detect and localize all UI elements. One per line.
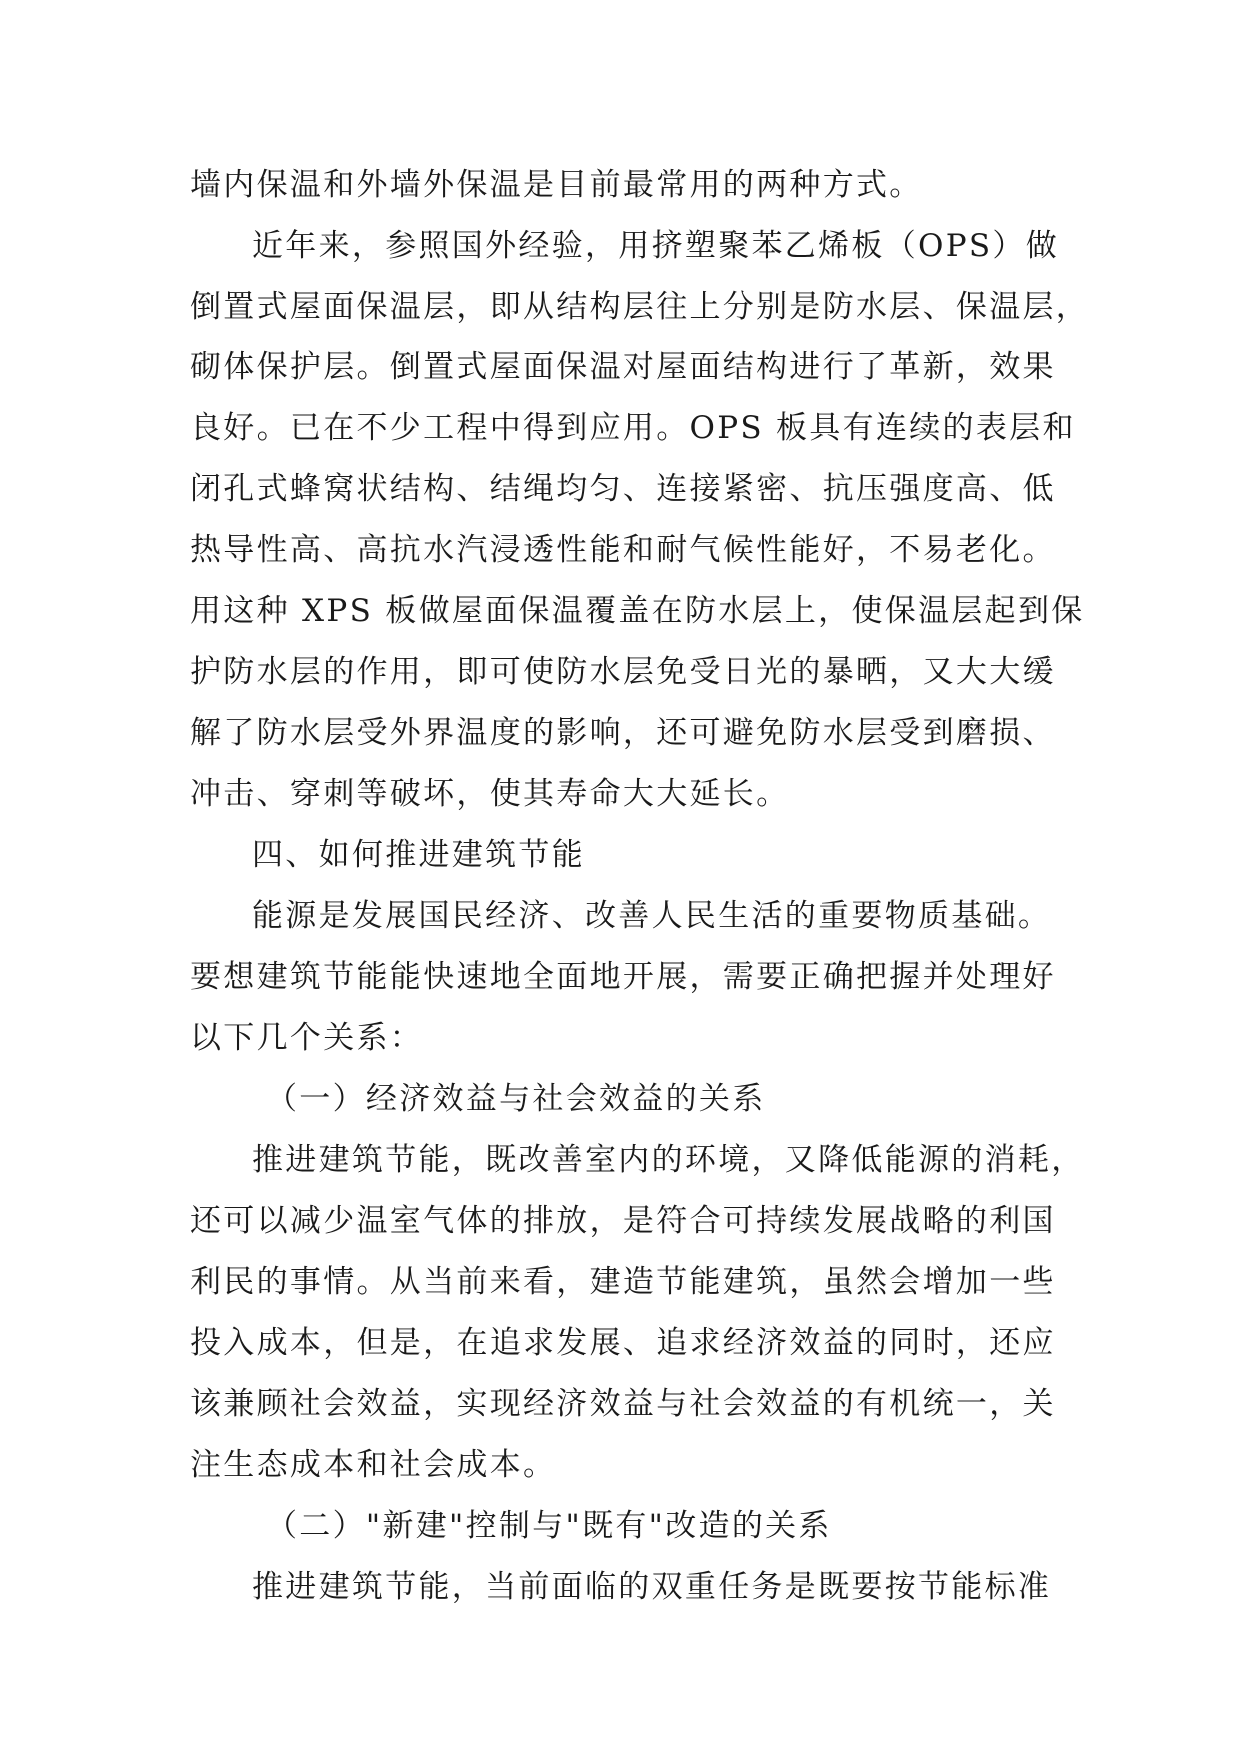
body-text-line: 砌体保护层。倒置式屋面保温对屋面结构进行了革新，效果 [190, 349, 1056, 385]
body-text-line: 还可以减少温室气体的排放，是符合可持续发展战略的利国 [190, 1203, 1056, 1239]
body-text-line: 护防水层的作用，即可使防水层免受日光的暴晒，又大大缓 [190, 654, 1056, 690]
body-text-line: 注生态成本和社会成本。 [190, 1447, 557, 1483]
body-text-line: 解了防水层受外界温度的影响，还可避免防水层受到磨损、 [190, 715, 1056, 751]
body-text-line: 要想建筑节能能快速地全面地开展，需要正确把握并处理好 [190, 959, 1056, 995]
body-text-line: 投入成本，但是，在追求发展、追求经济效益的同时，还应 [190, 1325, 1056, 1361]
paragraph-first-line: 近年来，参照国外经验，用挤塑聚苯乙烯板（OPS）做 [252, 228, 1060, 264]
paragraph-first-line: 推进建筑节能，当前面临的双重任务是既要按节能标准 [252, 1569, 1052, 1605]
body-text-line: 以下几个关系： [190, 1020, 424, 1056]
section-heading: 四、如何推进建筑节能 [252, 837, 585, 873]
body-text-line: 倒置式屋面保温层，即从结构层往上分别是防水层、保温层， [190, 289, 1090, 325]
body-text-line: 用这种 XPS 板做屋面保温覆盖在防水层上，使保温层起到保 [190, 593, 1085, 629]
body-text-line: 闭孔式蜂窝状结构、结绳均匀、连接紧密、抗压强度高、低 [190, 471, 1056, 507]
body-text-line: 利民的事情。从当前来看，建造节能建筑，虽然会增加一些 [190, 1264, 1056, 1300]
subsection-heading: （二）"新建"控制与"既有"改造的关系 [266, 1508, 832, 1544]
body-text-line: 良好。已在不少工程中得到应用。OPS 板具有连续的表层和 [190, 410, 1076, 446]
paragraph-first-line: 能源是发展国民经济、改善人民生活的重要物质基础。 [252, 898, 1052, 934]
paragraph-first-line: 推进建筑节能，既改善室内的环境，又降低能源的消耗， [252, 1142, 1085, 1178]
body-text-line: 墙内保温和外墙外保温是目前最常用的两种方式。 [190, 167, 923, 203]
body-text-line: 热导性高、高抗水汽浸透性能和耐气候性能好，不易老化。 [190, 532, 1056, 568]
subsection-heading: （一）经济效益与社会效益的关系 [266, 1081, 766, 1117]
body-text-line: 该兼顾社会效益，实现经济效益与社会效益的有机统一，关 [190, 1386, 1056, 1422]
body-text-line: 冲击、穿刺等破坏，使其寿命大大延长。 [190, 776, 790, 812]
